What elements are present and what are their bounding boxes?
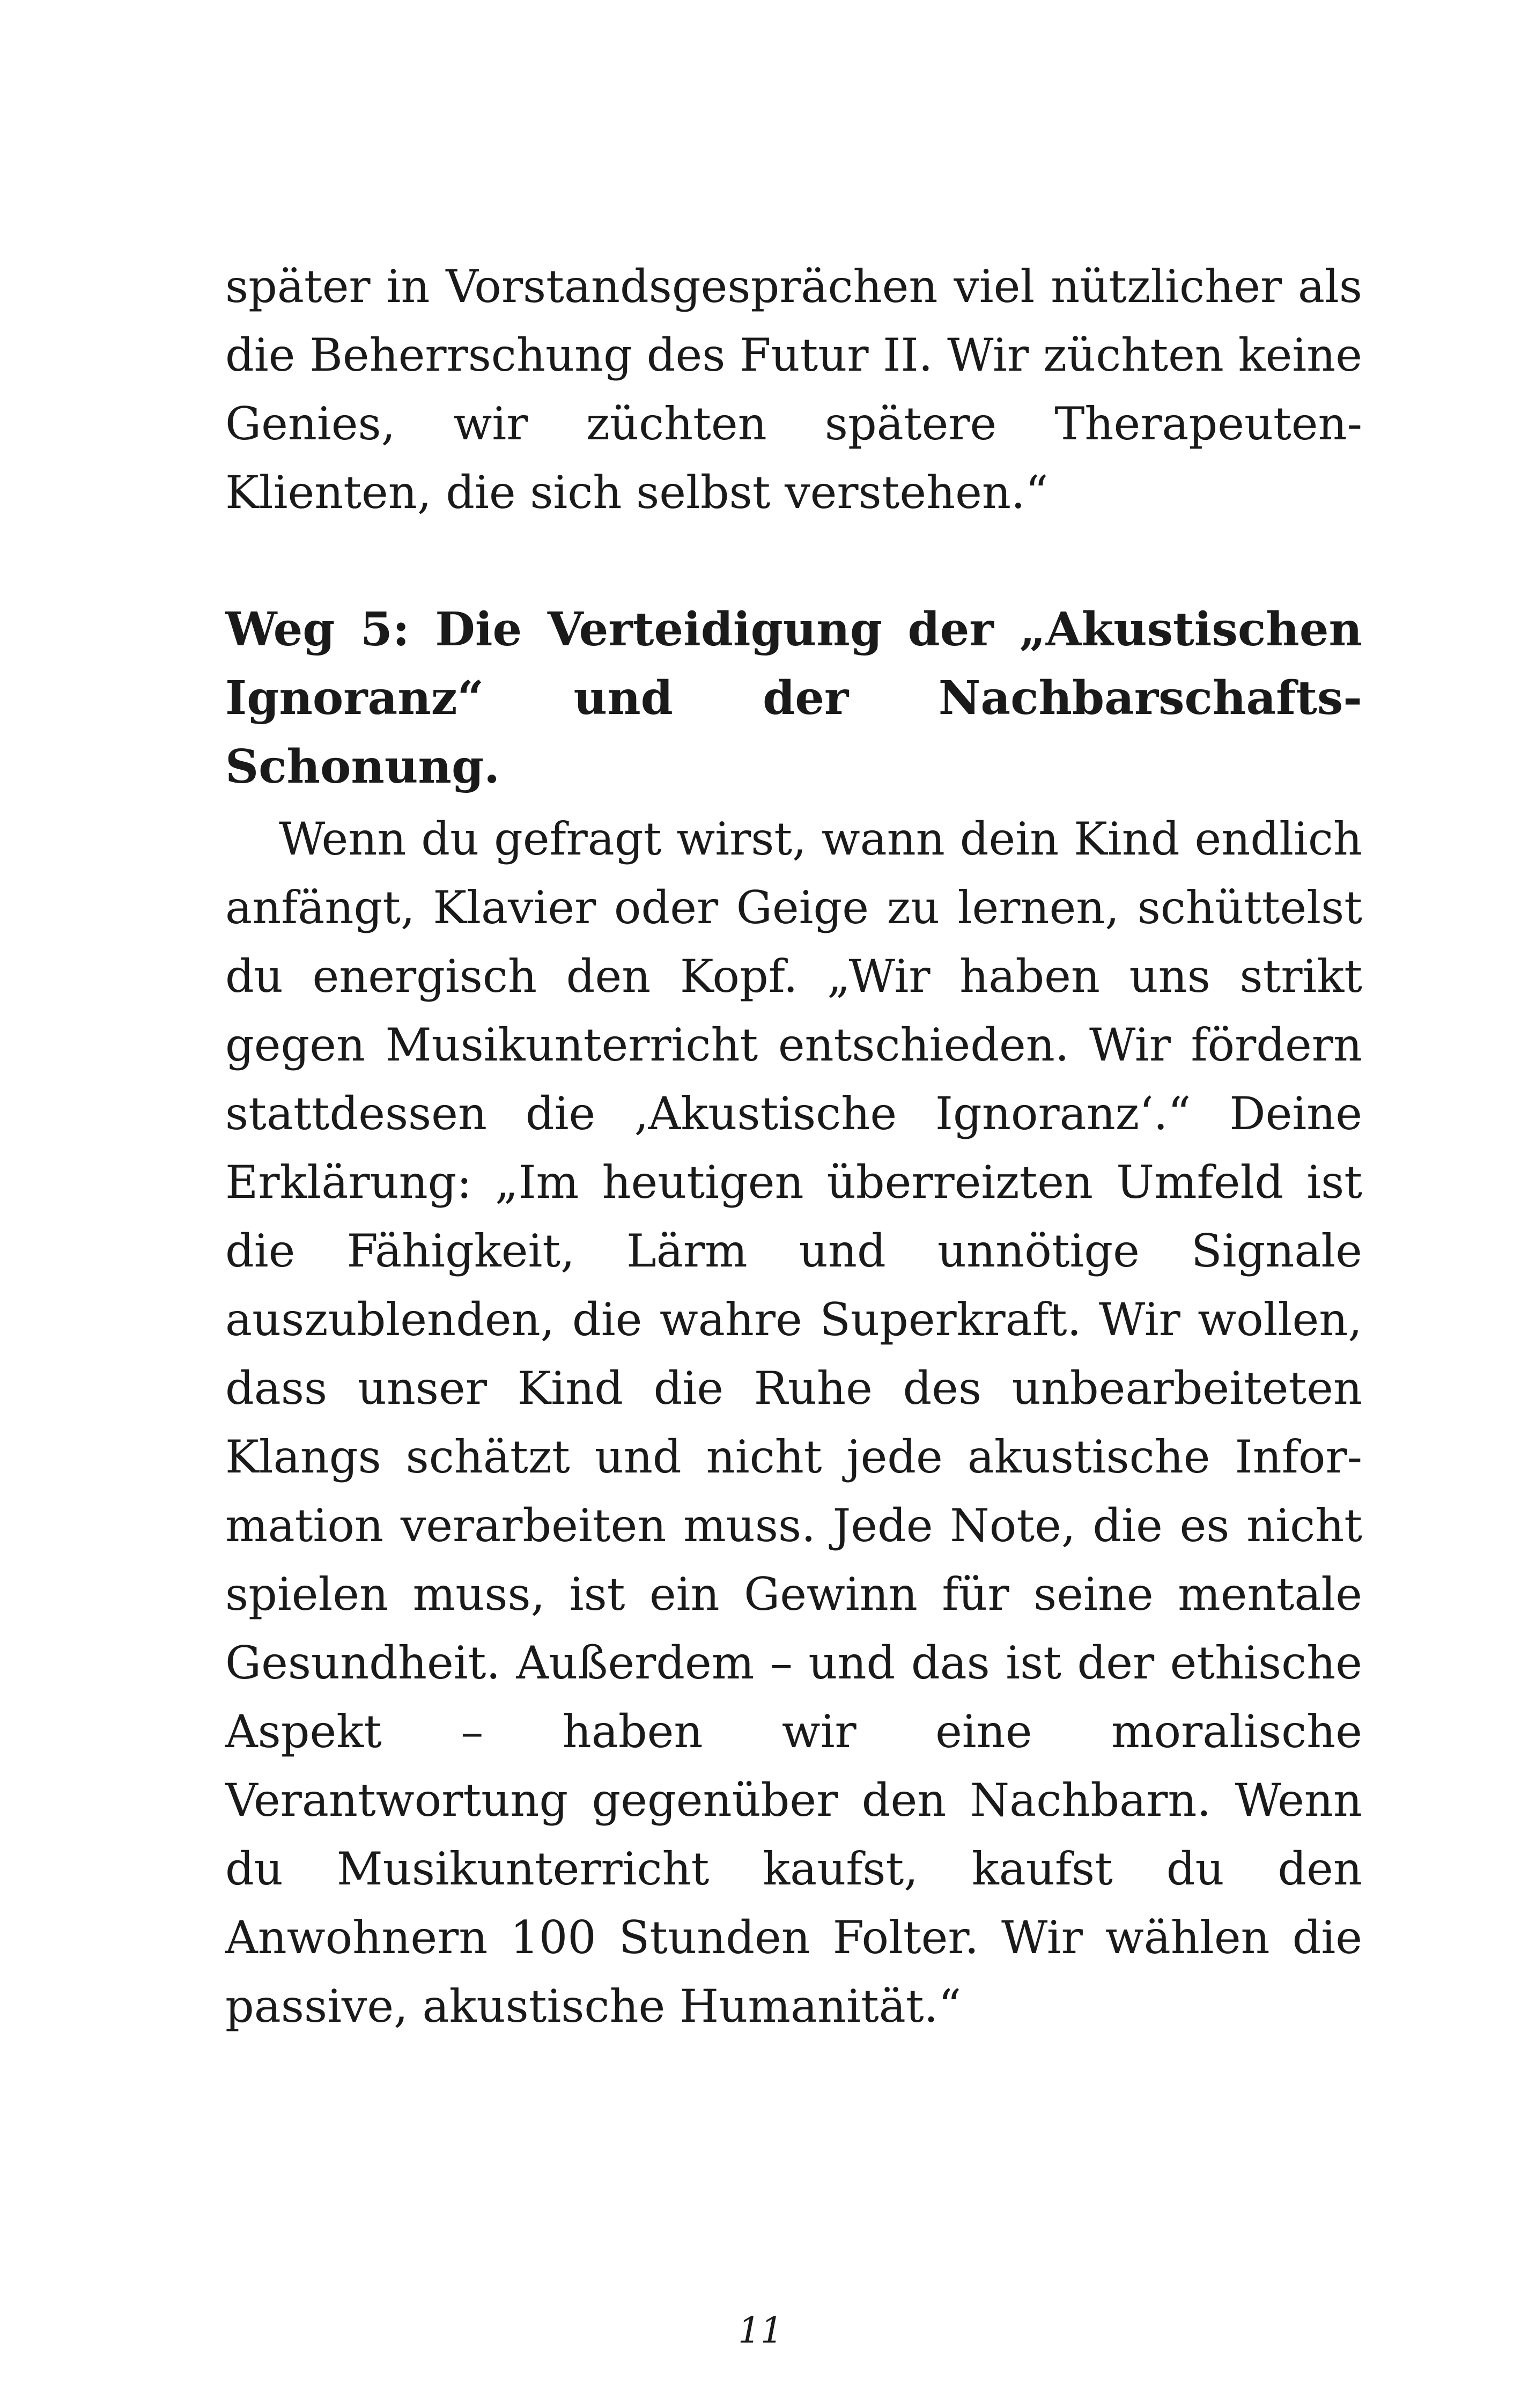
section-heading: Weg 5: Die Verteidigung der „Akustischen Ignoranz“ und der Nachbarschafts-Schonung.	[225, 602, 1362, 794]
paragraph-main: Wenn du gefragt wirst, wann dein Kind endlich anfängt, Klavier oder Geige zu lernen, schüttelst du energisch den Kopf. „Wir haben uns strikt gegen Musikunterricht entschieden. Wir fördern stattdessen die ‚Akustische Ignoranz‘.“ Deine Erklärung: „Im heutigen überreizten Umfeld ist die Fähigkeit, Lärm und unnötige Signale auszublenden, die wahre Superkraft. Wir wollen, dass unser Kind die Ruhe des unbearbeiteten Klangs schätzt und nicht jede akustische Information verarbeiten muss. Jede Note, die es nicht spielen muss, ist ein Gewinn für seine mentale Gesundheit. Außerdem – und das ist der ethische Aspekt – haben wir eine moralische Verantwortung gegenüber den Nachbarn. Wenn du Musikunterricht kaufst, kaufst du den Anwohnern 100 Stunden Folter. Wir wählen die passive, akustische Humanität.“	[225, 813, 1362, 2033]
page-number: 11	[738, 2310, 783, 2351]
paragraph-continued: später in Vorstandsgesprächen viel nützlicher als die Beherrschung des Futur II. Wir züchten keine Genies, wir züchten spätere Therapeuten-Klienten, die sich selbst verstehen.“	[225, 260, 1362, 519]
